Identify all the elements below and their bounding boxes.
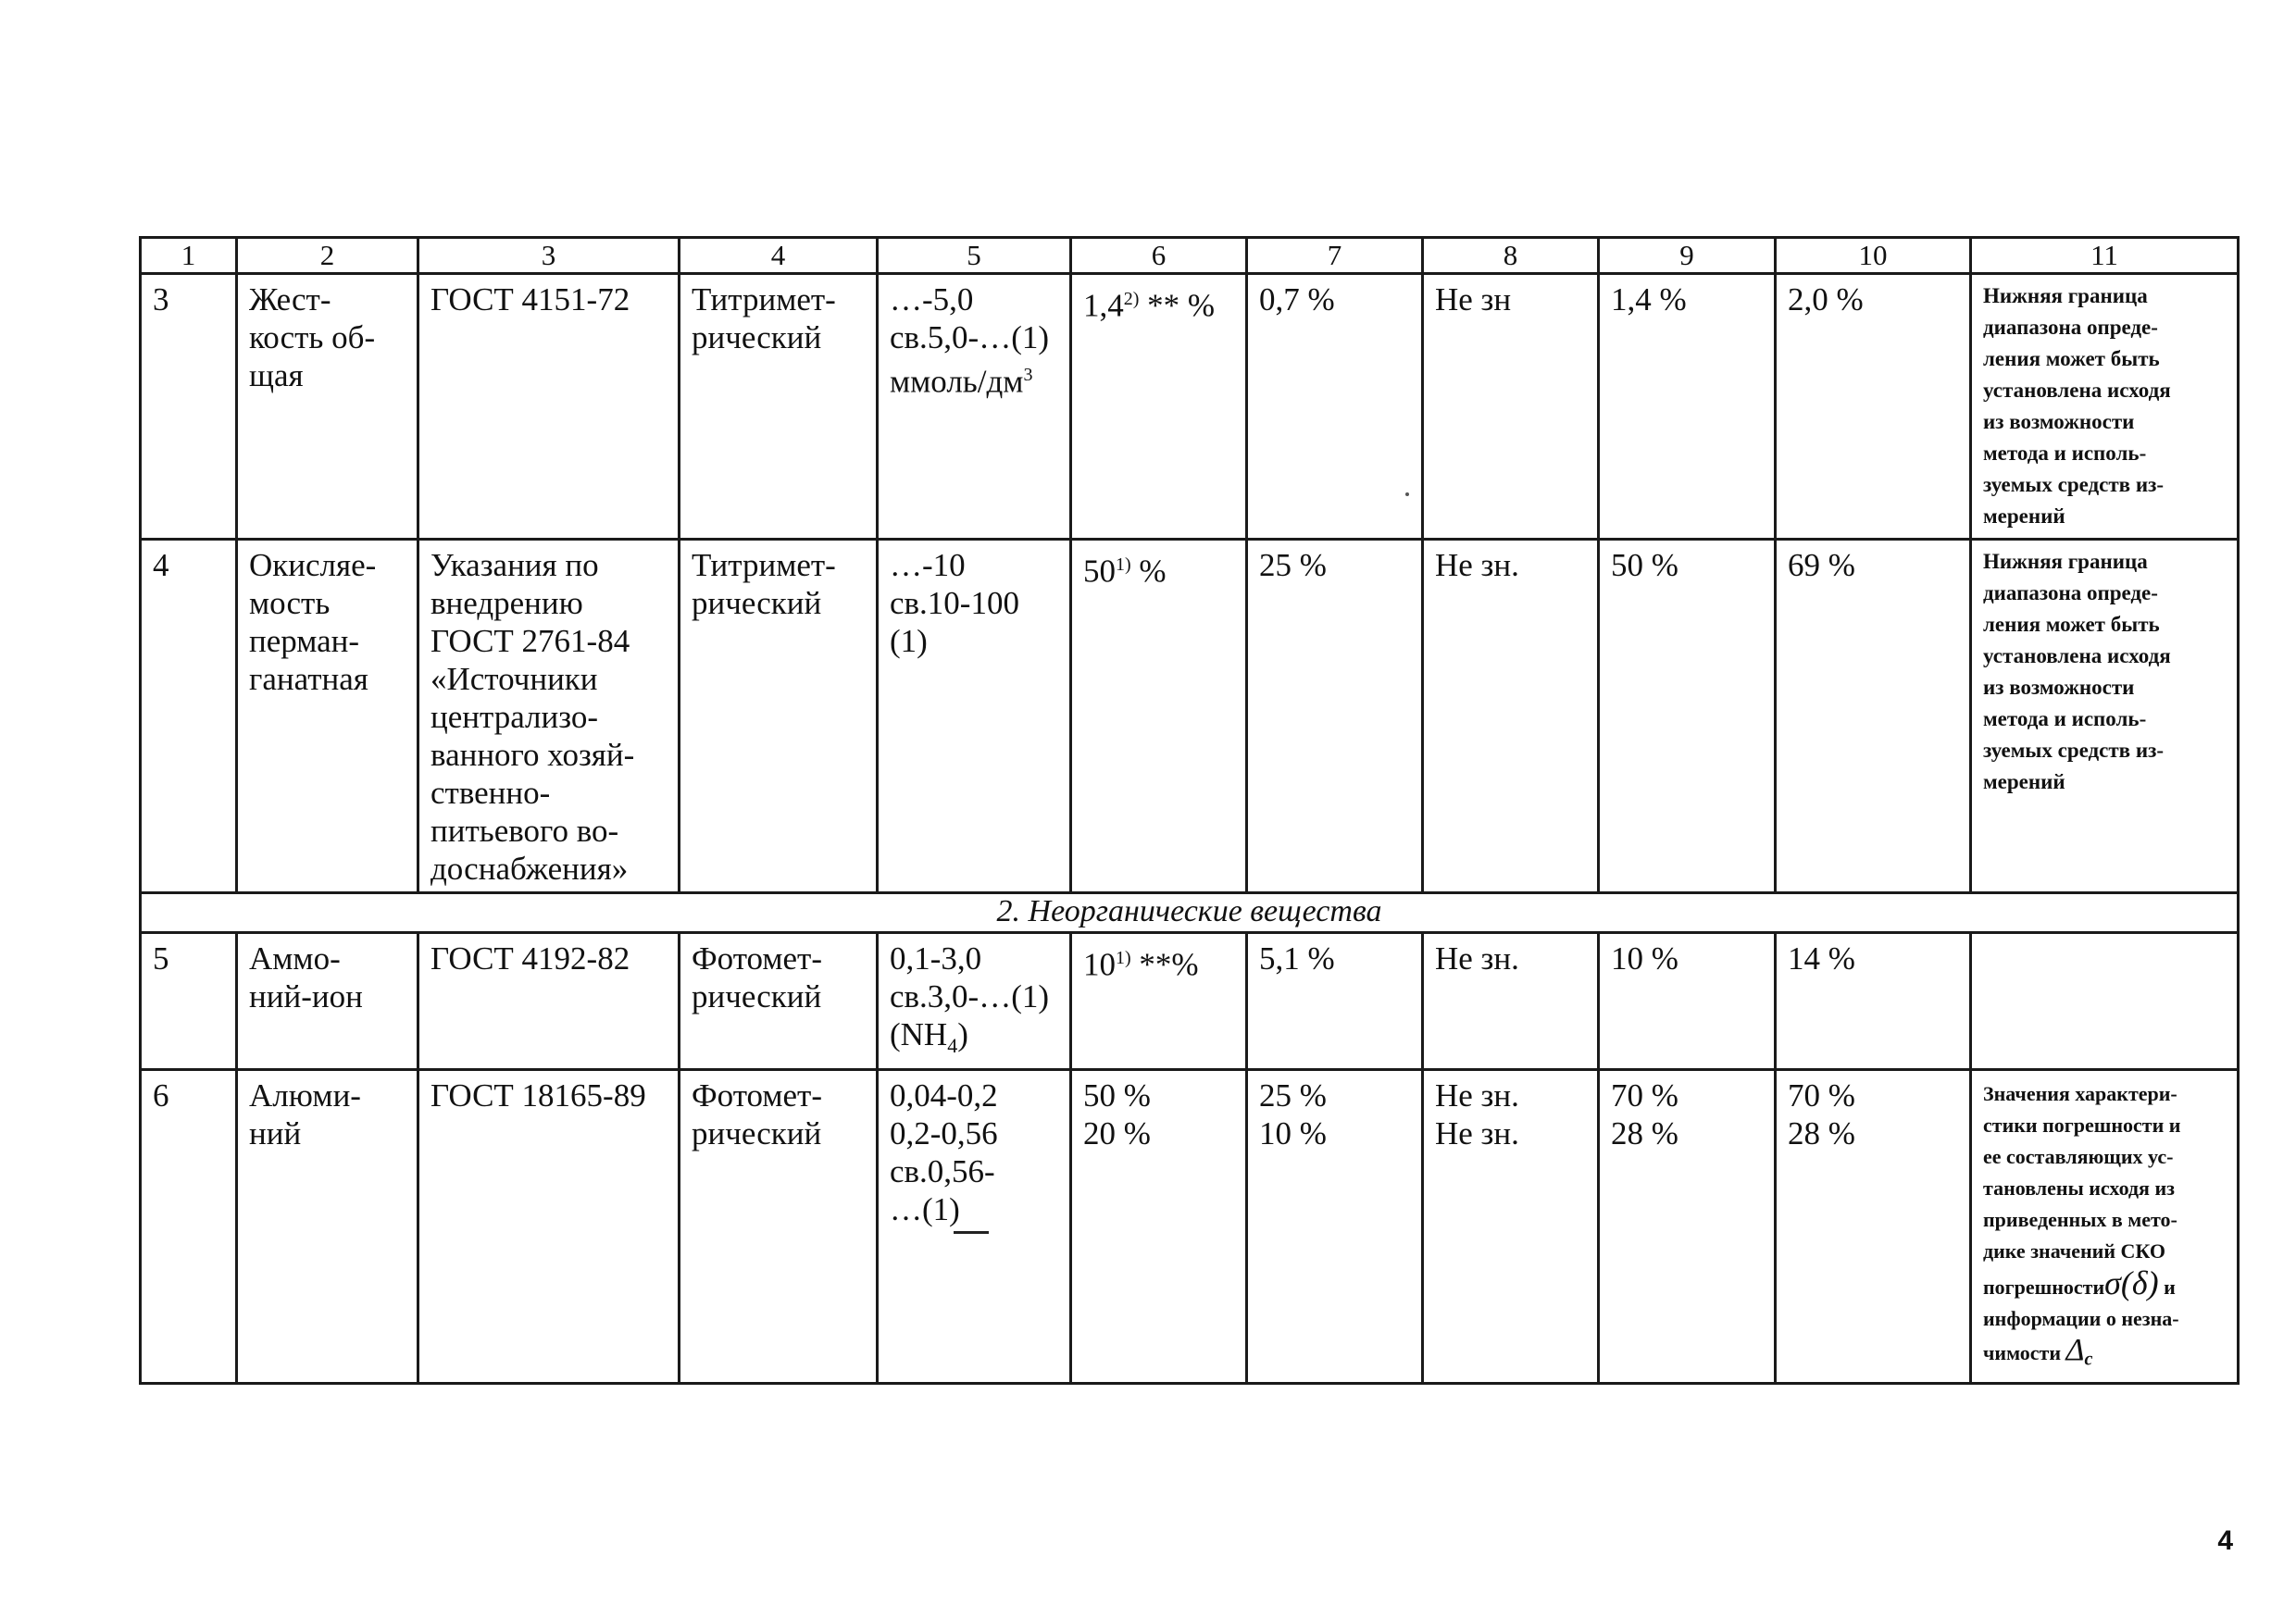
accuracy-tail: % — [1130, 553, 1167, 590]
column-number: 3 — [418, 238, 680, 274]
page-number: 4 — [2217, 1525, 2233, 1556]
range-superscript: 3 — [1023, 365, 1033, 385]
note-text — [1971, 1070, 2239, 1384]
col8-value: Не зн. — [1423, 540, 1599, 893]
column-number: 1 — [141, 238, 237, 274]
method-document: ГОСТ 4192-82 — [418, 933, 680, 1070]
method-document: Указания по внедрению ГОСТ 2761-84 «Источники централизо- ванного хозяй- ственно- питьевого во- доснабжения» — [418, 540, 680, 893]
accuracy-footnote: 2) — [1123, 289, 1140, 309]
column-number: 8 — [1423, 238, 1599, 274]
note-text — [1971, 933, 2239, 1070]
column-number: 9 — [1599, 238, 1776, 274]
scan-mark — [954, 1231, 989, 1234]
column-number: 10 — [1776, 238, 1971, 274]
col7-value: 25 % 10 % — [1247, 1070, 1423, 1384]
range-close: ) — [957, 1016, 968, 1052]
col7-value: 25 % — [1247, 540, 1423, 893]
note-part-b: и информации о незна- чимости — [1983, 1276, 2179, 1364]
indicator-name: Жест- кость об- щая — [237, 274, 418, 540]
range-text: 0,1-3,0 св.3,0-…(1) (NH — [890, 940, 1050, 1052]
row-number: 4 — [141, 540, 237, 893]
col10-value: 2,0 % — [1776, 274, 1971, 540]
col8-value: Не зн. — [1423, 933, 1599, 1070]
table-row — [141, 1070, 2239, 1384]
method-document: ГОСТ 18165-89 — [418, 1070, 680, 1384]
col9-value: 1,4 % — [1599, 274, 1776, 540]
accuracy-footnote: 1) — [1116, 948, 1131, 968]
accuracy-value: 50 % 20 % — [1071, 1070, 1247, 1384]
delta-symbol: Δ — [2065, 1333, 2085, 1367]
table-row — [141, 933, 2239, 1070]
col10-value: 69 % — [1776, 540, 1971, 893]
column-number: 11 — [1971, 238, 2239, 274]
accuracy-value — [1071, 540, 1247, 893]
delta-subscript: c — [2084, 1349, 2093, 1370]
accuracy-main: 50 — [1083, 553, 1116, 590]
column-number: 2 — [237, 238, 418, 274]
column-number: 7 — [1247, 238, 1423, 274]
indicator-name: Окисляе- мость перман- ганатная — [237, 540, 418, 893]
measurement-range — [878, 274, 1071, 540]
method-type: Титримет- рический — [680, 274, 878, 540]
row-number: 3 — [141, 274, 237, 540]
column-number: 6 — [1071, 238, 1247, 274]
accuracy-main: 10 — [1083, 946, 1116, 983]
col10-value: 70 % 28 % — [1776, 1070, 1971, 1384]
accuracy-value — [1071, 933, 1247, 1070]
accuracy-footnote: 1) — [1116, 554, 1131, 575]
standards-table — [139, 236, 2240, 1385]
accuracy-tail: ** % — [1139, 287, 1216, 324]
col7-value: 5,1 % — [1247, 933, 1423, 1070]
measurement-range: …-10 св.10-100 (1) — [878, 540, 1071, 893]
accuracy-value — [1071, 274, 1247, 540]
col10-value: 14 % — [1776, 933, 1971, 1070]
method-document: ГОСТ 4151-72 — [418, 274, 680, 540]
col9-value: 70 % 28 % — [1599, 1070, 1776, 1384]
col9-value: 10 % — [1599, 933, 1776, 1070]
row-number: 5 — [141, 933, 237, 1070]
measurement-range: 0,04-0,2 0,2-0,56 св.0,56- …(1) — [878, 1070, 1071, 1384]
method-type: Фотомет- рический — [680, 933, 878, 1070]
method-type: Титримет- рический — [680, 540, 878, 893]
column-number-row — [141, 238, 2239, 274]
col8-value: Не зн. Не зн. — [1423, 1070, 1599, 1384]
range-text: …-5,0 св.5,0-…(1) ммоль/дм — [890, 281, 1050, 400]
col7-value: 0,7 % — [1247, 274, 1423, 540]
column-number: 5 — [878, 238, 1071, 274]
section-header-row — [141, 893, 2239, 933]
indicator-name: Аммо- ний-ион — [237, 933, 418, 1070]
note-part-a: Значения характери- стики погрешности и ее составляющих ус- тановлены исходя из приведенных в мето- дике значений СКО погрешности — [1983, 1082, 2181, 1299]
accuracy-main: 1,4 — [1083, 287, 1124, 324]
accuracy-tail: **% — [1130, 946, 1199, 983]
column-number: 4 — [680, 238, 878, 274]
col8-value: Не зн — [1423, 274, 1599, 540]
section-title: 2. Неорганические вещества — [141, 893, 2239, 933]
row-number: 6 — [141, 1070, 237, 1384]
method-type: Фотомет- рический — [680, 1070, 878, 1384]
note-text: Нижняя граница диапазона опреде- ления может быть установлена исходя из возможности метода и исполь- зуемых средств из- мерений — [1971, 540, 2239, 893]
measurement-range — [878, 933, 1071, 1070]
note-text: Нижняя граница диапазона опреде- ления может быть установлена исходя из возможности метода и исполь- зуемых средств из- мерений — [1971, 274, 2239, 540]
table-row — [141, 540, 2239, 893]
range-subscript: 4 — [947, 1034, 958, 1057]
indicator-name: Алюми- ний — [237, 1070, 418, 1384]
col9-value: 50 % — [1599, 540, 1776, 893]
table-row — [141, 274, 2239, 540]
scan-dot — [1405, 492, 1409, 496]
sigma-delta-symbol: σ(δ) — [2104, 1264, 2159, 1301]
